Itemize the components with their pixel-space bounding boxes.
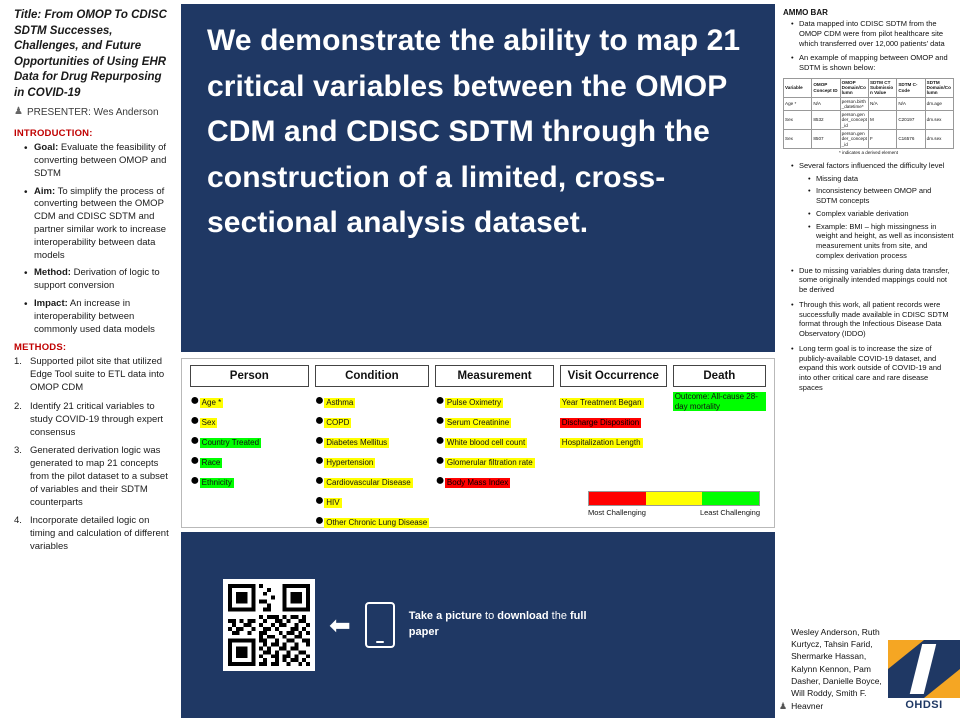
ohdsi-logo [888, 640, 960, 712]
results-factors-list [783, 161, 954, 393]
table-cell: M [868, 111, 896, 130]
variable-list [190, 392, 309, 490]
mapping-table [783, 78, 954, 149]
qr-call-to-action [409, 609, 609, 641]
intro-label: Method: [34, 267, 71, 279]
variable-item: Hospitalization Length [561, 438, 641, 447]
cta-plain-1: to [481, 610, 498, 623]
variable-item: ● Glomerular filtration rate [435, 452, 533, 469]
intro-text: An increase in interoperability between commonly used data models [34, 298, 155, 335]
author-names: Wesley Anderson, Ruth Kurtycz, Tahsin Farid, Shermarke Hassan, Kalynn Kennon, Pam Dasher, Danielle Boyce, Will Roddy, Smith F. Heavner [791, 626, 882, 711]
domain-column-condition [315, 365, 430, 530]
logo-triangle-bottom [924, 669, 960, 698]
logo-text: OHDSI [905, 699, 943, 711]
domain-header: Death [673, 365, 766, 387]
presenter-line [14, 107, 172, 118]
table-cell: Age * [784, 97, 812, 111]
cta-bold-2: download [497, 610, 549, 623]
results-top-list [783, 19, 954, 73]
person-icon: ♟ [779, 701, 788, 711]
variable-item: ● Country Treated [190, 432, 260, 449]
legend-swatch-yellow [646, 492, 703, 505]
list-item: • Complex variable derivation [809, 209, 954, 219]
factors-intro: Several factors influenced the difficulty level [799, 160, 945, 170]
list-item: • Data mapped into CDISC SDTM from the OMOP CDM were from pilot healthcare site which transferred over 12,000 patients' data [792, 19, 954, 48]
variable-item: ● White blood cell count [435, 432, 526, 449]
intro-label: Impact: [34, 298, 68, 310]
legend-swatch-red [589, 492, 646, 505]
variable-item: ● Hypertension [314, 452, 374, 469]
variable-item: ● Asthma [314, 392, 354, 409]
domain-column-measurement [435, 365, 554, 490]
logo-mark [888, 640, 960, 698]
list-item: Incorporate detailed logic on timing and calculation of different variables [30, 515, 169, 553]
legend-swatch-green [702, 492, 759, 505]
table-cell: C20197 [897, 111, 925, 130]
list-item [26, 142, 172, 180]
variable-item: ● Sex [190, 412, 216, 429]
table-cell: F [868, 130, 896, 149]
list-item: • Example: BMI – high missingness in weight and height, as well as inconsistent measurement units from site, and complex derivation process [809, 222, 954, 261]
factors-sublist [799, 174, 954, 261]
variable-list [673, 392, 766, 411]
variable-list [315, 392, 430, 530]
table-note: * indicates a derived element [839, 149, 898, 155]
table-cell: dm.sex [925, 111, 953, 130]
difficulty-legend [588, 491, 760, 517]
table-cell: 8507 [812, 130, 840, 149]
column-header: OMOP Domain/Column [840, 78, 868, 97]
hero-statement-panel [181, 4, 775, 352]
cta-plain-2: the [548, 610, 570, 623]
variable-item: Outcome: All-cause 28-day mortality [673, 392, 766, 411]
introduction-heading: INTRODUCTION: [14, 128, 93, 140]
variable-list [435, 392, 554, 490]
variable-item: Discharge Disposition [561, 418, 640, 427]
list-item: • Inconsistency between OMOP and SDTM concepts [809, 186, 954, 206]
intro-label: Aim: [34, 185, 56, 197]
legend-color-bars [588, 491, 760, 506]
list-item [26, 186, 172, 263]
qr-code-icon[interactable] [223, 579, 315, 671]
hero-statement-text: We demonstrate the ability to map 21 critical variables between the OMOP CDM and CDISC SDTM through the construction of a limited, cross-sectional analysis dataset. [207, 24, 741, 240]
list-item: • Missing data [809, 174, 954, 184]
domain-column-visit-occurrence [560, 365, 667, 450]
table-row [784, 130, 954, 149]
ammo-bar-heading: AMMO BAR [783, 8, 828, 17]
domain-header: Person [190, 365, 309, 387]
variable-list [560, 392, 667, 450]
table-cell: 8532 [812, 111, 840, 130]
list-item [26, 267, 172, 293]
list-item: • Long term goal is to increase the size of publicly-available COVID-19 dataset, and expand this work outside of COVID-19 and into other critical care and rare disease spaces [792, 344, 954, 393]
presenter-label: PRESENTER: Wes Anderson [26, 107, 159, 119]
column-header: Variable [784, 78, 812, 97]
legend-labels [588, 508, 760, 517]
list-item: • Due to missing variables during data transfer, some originally intended mappings could not be derived [792, 266, 954, 295]
list-item: Identify 21 critical variables to study COVID-19 through expert consensus [30, 400, 164, 438]
intro-text: Evaluate the feasibility of converting between OMOP and SDTM [34, 142, 167, 179]
domain-header: Condition [315, 365, 430, 387]
column-header: SDTM Domain/Column [925, 78, 953, 97]
table-cell: N/A [812, 97, 840, 111]
authors-block [779, 626, 960, 712]
mobile-phone-icon [365, 602, 395, 648]
table-cell: dm.age [925, 97, 953, 111]
methods-heading: METHODS: [14, 342, 67, 354]
arrow-left-icon: ⬅ [329, 610, 351, 640]
domain-column-person [190, 365, 309, 490]
left-column [0, 0, 178, 720]
column-header: SDTM C-Code [897, 78, 925, 97]
table-row [784, 97, 954, 111]
table-header-row [784, 78, 954, 97]
list-item [26, 298, 172, 336]
variable-item: ● Age * [190, 392, 222, 409]
variable-item: Year Treatment Began [561, 398, 642, 407]
variable-item: ● HIV [314, 492, 340, 509]
table-cell: person.gender_concept_id [841, 131, 867, 147]
qr-panel [181, 532, 775, 718]
variable-item: ● Diabetes Mellitus [314, 432, 388, 449]
intro-label: Goal: [34, 142, 59, 154]
legend-label-left: Most Challenging [588, 508, 646, 517]
table-cell: Sex [784, 130, 812, 149]
variable-item: ● Other Chronic Lung Disease [314, 512, 428, 529]
list-item [792, 161, 954, 261]
list-item: • Through this work, all patient records were successfully made available in CDISC SDTM format through the Infectious Disease Data Observatory (IDDO) [792, 300, 954, 339]
cta-bold-1: Take a picture [408, 610, 482, 623]
person-icon: ♟ [14, 106, 23, 118]
variable-item: ● Pulse Oximetry [435, 392, 502, 409]
table-cell: N/A [897, 97, 925, 111]
domain-header: Measurement [435, 365, 554, 387]
domain-column-death [673, 365, 766, 411]
column-header: OMOP Concept ID [812, 78, 840, 97]
table-cell: person.gender_concept_id [841, 112, 867, 128]
variable-item: ● Race [190, 452, 221, 469]
variable-item: ● Body Mass Index [435, 472, 509, 489]
list-item: Generated derivation logic was generated to map 21 concepts from the pilot dataset to a subset of variables and their SDTM counterparts [30, 445, 168, 508]
domain-mapping-diagram [181, 358, 775, 528]
table-cell: C16576 [897, 130, 925, 149]
right-column [779, 4, 960, 720]
list-item: • An example of mapping between OMOP and SDTM is shown below: [792, 53, 954, 73]
methods-list [14, 356, 172, 553]
page-title: Title: From OMOP To CDISC SDTM Successes, Challenges, and Future Opportunities of Using EHR Data for Drug Repurposing in COVID-19 [14, 9, 167, 99]
intro-text: Derivation of logic to support conversion [34, 267, 160, 292]
column-header: SDTM CT Submission Value [868, 78, 896, 97]
cta-bold-3: full paper [408, 610, 587, 638]
list-item: Supported pilot site that utilized Edge Tool suite to ETL data into OMOP CDM [30, 356, 165, 394]
table-cell: N/A [868, 97, 896, 111]
table-cell: person.birth_datetime* [840, 97, 868, 111]
table-cell: dm.sex [925, 130, 953, 149]
introduction-list [14, 142, 172, 336]
variable-item: ● COPD [314, 412, 350, 429]
variable-item: ● Serum Creatinine [435, 412, 510, 429]
variable-item: ● Cardiovascular Disease [314, 472, 411, 489]
variable-item: ● Ethnicity [190, 472, 232, 489]
table-row [784, 111, 954, 130]
legend-label-right: Least Challenging [699, 508, 760, 517]
domain-header: Visit Occurrence [560, 365, 667, 387]
table-cell: Sex [784, 111, 812, 130]
intro-text: To simplify the process of converting between the OMOP CDM and CDISC SDTM and partner similar work to increase interoperability between data models [34, 185, 166, 261]
